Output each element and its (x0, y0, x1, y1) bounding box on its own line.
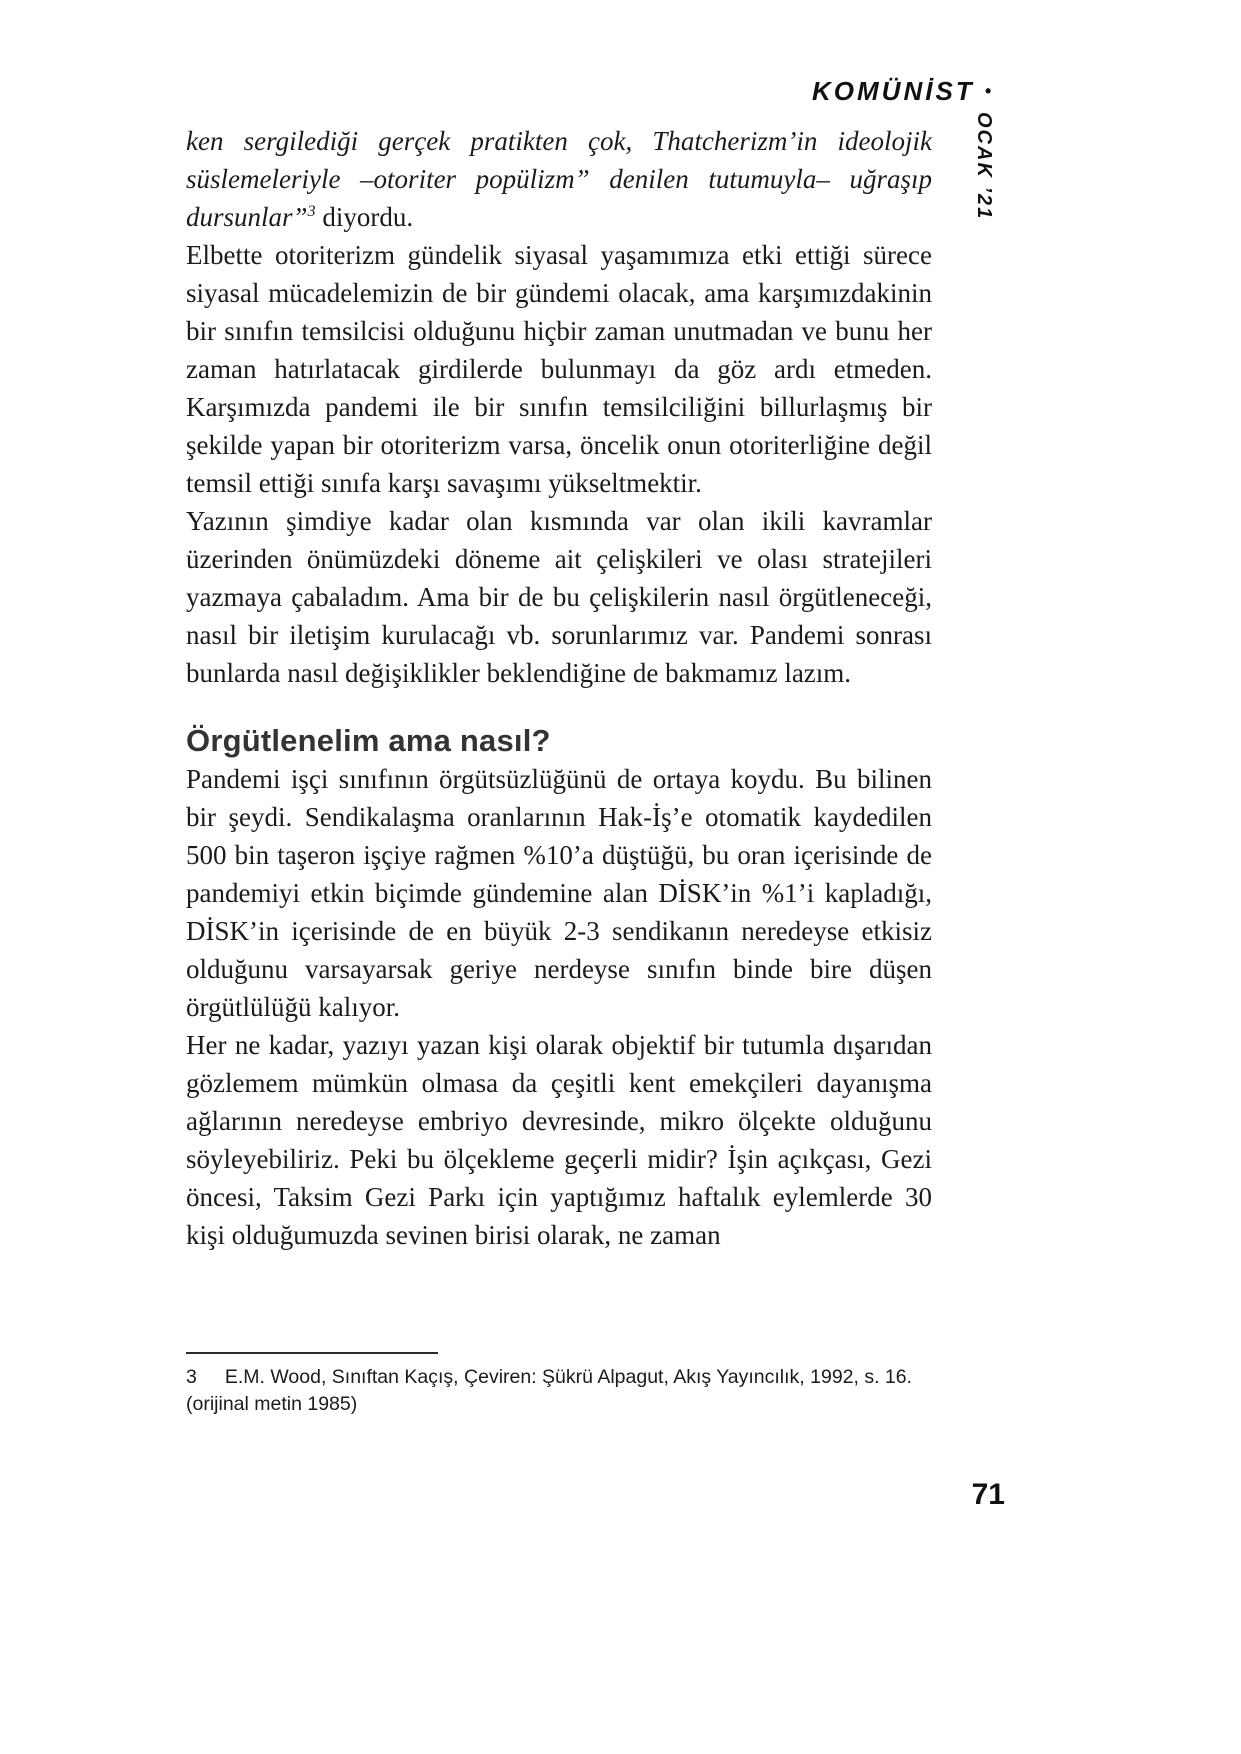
page-number: 71 (971, 1478, 1005, 1511)
magazine-header (812, 76, 991, 107)
issue-label: OCAK ’21 (973, 112, 995, 221)
article-body (186, 122, 932, 1254)
body-paragraph: Her ne kadar, yazıyı yazan kişi olarak objektif bir tutumla dışarıdan gözlemem mümkün olmasa da çeşitli kent emekçileri dayanışma ağlarının neredeyse embriyo devresinde, mikro ölçekte olduğunu söyleyebiliriz. Peki bu ölçekleme geçerli midir? İşin açıkçası, Gezi öncesi, Taksim Gezi Parkı için yaptığımız haftalık eylemlerde 30 kişi olduğumuzda sevinen birisi olarak, ne zaman (186, 1030, 932, 1250)
footnote-marker: 3 (186, 1366, 197, 1388)
body-paragraph: Pandemi işçi sınıfının örgütsüzlüğünü de ortaya koydu. Bu bilinen bir şeydi. Sendikalaşma oranlarının Hak-İş’e otomatik kaydedilen 500 bin taşeron işçiye rağmen %10’a düştüğü, bu oran içerisinde de pandemiyi etkin biçimde gündemine alan DİSK’in %1’i kapladığı, DİSK’in içerisinde de en büyük 2-3 sendikanın neredeyse etkisiz olduğunu varsayarsak geriye nerdeyse sınıfın binde bire düşen örgütlülüğü kalıyor. (186, 764, 932, 1022)
body-paragraph: Yazının şimdiye kadar olan kısmında var olan ikili kavramlar üzerinden önümüzdeki döneme ait çelişkileri ve olası stratejileri yazmaya çabaladım. Ama bir de bu çelişkilerin nasıl örgütleneceği, nasıl bir iletişim kurulacağı vb. sorunlarımız var. Pandemi sonrası bunlarda nasıl değişiklikler beklendiğine de bakmamız lazım. (186, 506, 932, 688)
quote-italic-text: ken sergilediği gerçek pratikten çok, Thatcherizm’in ideolojik süslemeleriyle –otoriter popülizm” denilen tutumuyla– uğraşıp dursunlar” (186, 126, 932, 232)
footnote-text: E.M. Wood, Sınıftan Kaçış, Çeviren: Şükrü Alpagut, Akış Yayıncılık, 1992, s. 16.(orijinal metin 1985) (186, 1366, 913, 1415)
header-bullet-icon: • (984, 81, 991, 101)
body-paragraph: Elbette otoriterizm gündelik siyasal yaşamımıza etki ettiği sürece siyasal mücadelemizin de bir gündemi olacak, ama karşımızdakinin bir sınıfın temsilcisi olduğunu hiçbir zaman unutmadan ve bunu her zaman hatırlatacak girdilerde bulunmayı da göz ardı etmeden. Karşımızda pandemi ile bir sınıfın temsilciliğini billurlaşmış bir şekilde yapan bir otoriterizm varsa, öncelik onun otoriterliğine değil temsil ettiği sınıfa karşı savaşımı yükseltmektir. (186, 240, 932, 498)
footnote-divider (186, 1352, 438, 1354)
magazine-title: KOMÜNİST (812, 76, 975, 106)
footnote-reference: 3 (307, 202, 316, 220)
quote-paragraph (186, 122, 932, 236)
section-heading: Örgütlenelim ama nasıl? (186, 723, 551, 758)
quote-tail-text: diyordu. (315, 202, 414, 232)
footnote (186, 1352, 932, 1418)
footnote-line (186, 1364, 932, 1418)
